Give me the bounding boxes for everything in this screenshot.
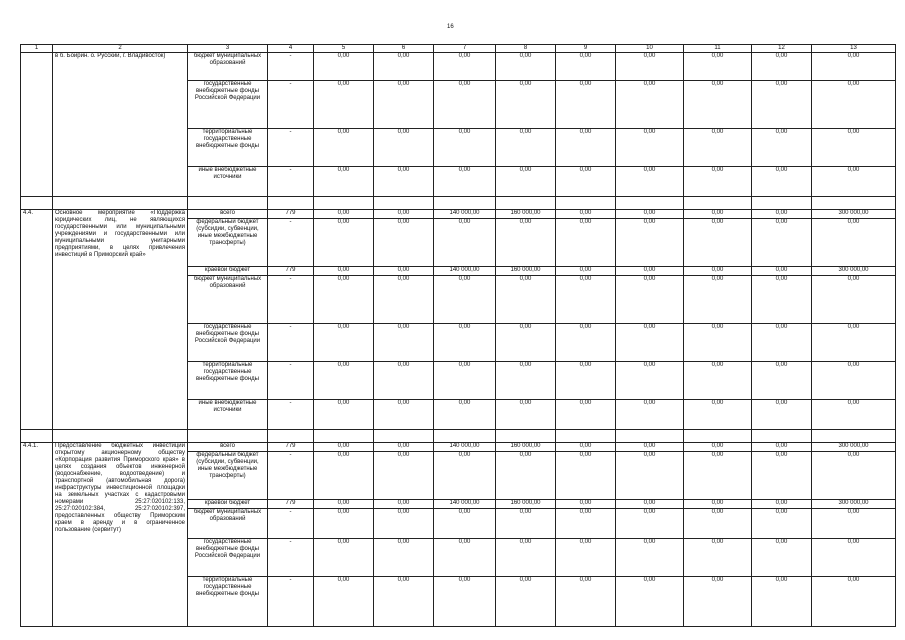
amount-cell: 0,00 (434, 324, 496, 362)
funding-source-cell: федеральный бюджет (субсидии, субвенции, иные межбюджетные трансферты) (188, 452, 268, 500)
amount-cell: 0,00 (684, 219, 752, 267)
amount-cell: 0,00 (314, 443, 374, 452)
amount-cell: 0,00 (374, 53, 434, 81)
activity-name-cell: в б. Бойрин. о. Русский, г. Владивосток) (53, 53, 188, 197)
amount-cell: 0,00 (374, 276, 434, 324)
amount-cell: 0,00 (496, 53, 556, 81)
amount-cell: 0,00 (434, 129, 496, 167)
amount-cell: 0,00 (314, 219, 374, 267)
grbs-code-cell: - (268, 400, 314, 430)
amount-cell: 0,00 (434, 577, 496, 627)
activity-name-cell: Основное мероприятие «Поддержка юридических лиц, не являющихся государственными или муниципальными учреждениями и государственными или муниципальными унитарными предприятиями, в целях привлечения инвестиций в Приморский край» (53, 210, 188, 430)
amount-cell: 0,00 (812, 324, 896, 362)
amount-cell: 0,00 (616, 509, 684, 539)
grbs-code-cell: 779 (268, 210, 314, 219)
grbs-code-cell: 779 (268, 443, 314, 452)
amount-cell: 0,00 (616, 167, 684, 197)
amount-cell: 0,00 (496, 452, 556, 500)
amount-cell: 0,00 (496, 509, 556, 539)
amount-cell: 140 000,00 (434, 500, 496, 509)
grbs-code-cell: - (268, 577, 314, 627)
grbs-code-cell: - (268, 167, 314, 197)
amount-cell: 0,00 (556, 324, 616, 362)
amount-cell: 0,00 (496, 219, 556, 267)
funding-source-cell: территориальные государственные внебюджетные фонды (188, 577, 268, 627)
grbs-code-cell: - (268, 276, 314, 324)
amount-cell: 0,00 (616, 362, 684, 400)
funding-source-cell: государственные внебюджетные фонды Российской Федерации (188, 81, 268, 129)
amount-cell: 0,00 (616, 500, 684, 509)
amount-cell: 0,00 (752, 400, 812, 430)
amount-cell: 0,00 (374, 577, 434, 627)
amount-cell: 0,00 (684, 500, 752, 509)
table-row (21, 53, 896, 81)
page-number: 16 (447, 24, 454, 30)
header-cell: 3 (188, 45, 268, 53)
amount-cell: 0,00 (374, 324, 434, 362)
amount-cell: 300 000,00 (812, 443, 896, 452)
amount-cell: 0,00 (434, 219, 496, 267)
header-cell: 7 (434, 45, 496, 53)
amount-cell: 0,00 (556, 500, 616, 509)
amount-cell: 0,00 (496, 400, 556, 430)
section-spacer (21, 430, 896, 443)
amount-cell: 0,00 (496, 362, 556, 400)
grbs-code-cell: 779 (268, 500, 314, 509)
amount-cell: 0,00 (752, 324, 812, 362)
amount-cell: 0,00 (374, 443, 434, 452)
amount-cell: 0,00 (684, 539, 752, 577)
amount-cell: 0,00 (314, 129, 374, 167)
amount-cell: 140 000,00 (434, 210, 496, 219)
amount-cell: 0,00 (556, 129, 616, 167)
amount-cell: 300 000,00 (812, 500, 896, 509)
amount-cell: 0,00 (556, 539, 616, 577)
amount-cell: 0,00 (314, 500, 374, 509)
funding-source-cell: бюджет муниципальных образований (188, 276, 268, 324)
header-cell: 5 (314, 45, 374, 53)
header-cell: 2 (53, 45, 188, 53)
header-cell: 8 (496, 45, 556, 53)
amount-cell: 0,00 (752, 509, 812, 539)
header-cell: 1 (21, 45, 53, 53)
amount-cell: 0,00 (314, 276, 374, 324)
amount-cell: 0,00 (314, 53, 374, 81)
amount-cell: 0,00 (374, 81, 434, 129)
amount-cell: 0,00 (314, 577, 374, 627)
amount-cell: 0,00 (812, 400, 896, 430)
amount-cell: 0,00 (812, 219, 896, 267)
amount-cell: 0,00 (556, 53, 616, 81)
amount-cell: 300 000,00 (812, 210, 896, 219)
amount-cell: 0,00 (314, 452, 374, 500)
amount-cell: 0,00 (434, 509, 496, 539)
amount-cell: 0,00 (374, 539, 434, 577)
amount-cell: 0,00 (374, 210, 434, 219)
amount-cell: 0,00 (556, 577, 616, 627)
amount-cell: 0,00 (314, 167, 374, 197)
amount-cell: 0,00 (434, 53, 496, 81)
amount-cell: 0,00 (684, 53, 752, 81)
amount-cell: 0,00 (496, 81, 556, 129)
funding-source-cell: всего (188, 210, 268, 219)
funding-source-cell: краевой бюджет (188, 500, 268, 509)
header-cell: 11 (684, 45, 752, 53)
amount-cell: 0,00 (684, 167, 752, 197)
amount-cell: 0,00 (434, 81, 496, 129)
amount-cell: 0,00 (812, 53, 896, 81)
activity-name-cell: Предоставление бюджетных инвестиций открытому акционерному обществу «Корпорация развития Приморского края» в целях создания объектов инженерной (водоснабжение, водоотведение) и транспортной (автомобильная дорога) инфраструктуры инвестиционной площадки на земельных участках с кадастровыми номерами 25:27:020102:133, 25:27:020102:384, 25:27:020102:397, предоставленных обществу Приморским краем в аренду и в ограниченное пользование (сервитут) (53, 443, 188, 627)
funding-source-cell: краевой бюджет (188, 267, 268, 276)
amount-cell: 0,00 (314, 81, 374, 129)
amount-cell: 0,00 (434, 362, 496, 400)
amount-cell: 0,00 (556, 167, 616, 197)
grbs-code-cell: - (268, 539, 314, 577)
amount-cell: 0,00 (752, 362, 812, 400)
row-number-cell: 4.4. (21, 210, 53, 430)
amount-cell: 0,00 (616, 129, 684, 167)
funding-source-cell: бюджет муниципальных образований (188, 53, 268, 81)
amount-cell: 0,00 (314, 539, 374, 577)
amount-cell: 0,00 (684, 443, 752, 452)
amount-cell: 0,00 (752, 443, 812, 452)
amount-cell: 0,00 (812, 577, 896, 627)
grbs-code-cell: - (268, 324, 314, 362)
amount-cell: 0,00 (812, 167, 896, 197)
amount-cell: 0,00 (556, 452, 616, 500)
amount-cell: 0,00 (684, 400, 752, 430)
row-number-cell (21, 53, 53, 197)
amount-cell: 0,00 (374, 509, 434, 539)
amount-cell: 0,00 (812, 276, 896, 324)
grbs-code-cell: - (268, 53, 314, 81)
amount-cell: 0,00 (616, 276, 684, 324)
amount-cell: 0,00 (374, 219, 434, 267)
amount-cell: 0,00 (496, 539, 556, 577)
section-spacer (21, 197, 896, 210)
amount-cell: 0,00 (684, 210, 752, 219)
amount-cell: 0,00 (556, 509, 616, 539)
amount-cell: 160 000,00 (496, 267, 556, 276)
amount-cell: 0,00 (752, 267, 812, 276)
amount-cell: 0,00 (556, 362, 616, 400)
table-row (21, 210, 896, 219)
amount-cell: 0,00 (684, 324, 752, 362)
amount-cell: 0,00 (616, 81, 684, 129)
amount-cell: 0,00 (752, 539, 812, 577)
amount-cell: 160 000,00 (496, 210, 556, 219)
table-row (21, 443, 896, 452)
amount-cell: 0,00 (616, 452, 684, 500)
header-cell: 6 (374, 45, 434, 53)
amount-cell: 0,00 (374, 167, 434, 197)
amount-cell: 0,00 (374, 267, 434, 276)
grbs-code-cell: - (268, 219, 314, 267)
amount-cell: 0,00 (812, 539, 896, 577)
funding-source-cell: федеральный бюджет (субсидии, субвенции, иные межбюджетные трансферты) (188, 219, 268, 267)
grbs-code-cell: - (268, 129, 314, 167)
amount-cell: 0,00 (556, 219, 616, 267)
amount-cell: 0,00 (374, 400, 434, 430)
amount-cell: 0,00 (556, 400, 616, 430)
amount-cell: 0,00 (374, 500, 434, 509)
funding-source-cell: бюджет муниципальных образований (188, 509, 268, 539)
funding-source-cell: иные внебюджетные источники (188, 400, 268, 430)
amount-cell: 0,00 (616, 443, 684, 452)
amount-cell: 0,00 (616, 210, 684, 219)
amount-cell: 160 000,00 (496, 443, 556, 452)
amount-cell: 0,00 (616, 577, 684, 627)
amount-cell: 0,00 (812, 129, 896, 167)
amount-cell: 0,00 (496, 324, 556, 362)
amount-cell: 140 000,00 (434, 267, 496, 276)
header-cell: 9 (556, 45, 616, 53)
amount-cell: 0,00 (434, 167, 496, 197)
amount-cell: 0,00 (616, 219, 684, 267)
amount-cell: 0,00 (684, 509, 752, 539)
amount-cell: 0,00 (616, 324, 684, 362)
grbs-code-cell: - (268, 362, 314, 400)
amount-cell: 0,00 (752, 53, 812, 81)
amount-cell: 0,00 (684, 276, 752, 324)
grbs-code-cell: - (268, 452, 314, 500)
amount-cell: 0,00 (616, 400, 684, 430)
header-cell: 12 (752, 45, 812, 53)
header-cell: 13 (812, 45, 896, 53)
funding-source-cell: иные внебюджетные источники (188, 167, 268, 197)
amount-cell: 0,00 (434, 452, 496, 500)
amount-cell: 140 000,00 (434, 443, 496, 452)
budget-table (20, 44, 896, 627)
amount-cell: 0,00 (314, 267, 374, 276)
grbs-code-cell: - (268, 81, 314, 129)
amount-cell: 0,00 (752, 167, 812, 197)
amount-cell: 0,00 (752, 219, 812, 267)
amount-cell: 0,00 (752, 210, 812, 219)
amount-cell: 300 000,00 (812, 267, 896, 276)
amount-cell: 0,00 (496, 129, 556, 167)
amount-cell: 0,00 (314, 362, 374, 400)
amount-cell: 0,00 (434, 276, 496, 324)
amount-cell: 0,00 (374, 362, 434, 400)
amount-cell: 0,00 (752, 81, 812, 129)
amount-cell: 0,00 (812, 509, 896, 539)
amount-cell: 0,00 (556, 443, 616, 452)
funding-source-cell: всего (188, 443, 268, 452)
amount-cell: 0,00 (314, 400, 374, 430)
amount-cell: 0,00 (314, 210, 374, 219)
amount-cell: 160 000,00 (496, 500, 556, 509)
amount-cell: 0,00 (752, 129, 812, 167)
funding-source-cell: территориальные государственные внебюджетные фонды (188, 362, 268, 400)
amount-cell: 0,00 (684, 362, 752, 400)
amount-cell: 0,00 (752, 452, 812, 500)
header-row (21, 45, 896, 53)
grbs-code-cell: 779 (268, 267, 314, 276)
amount-cell: 0,00 (496, 276, 556, 324)
funding-source-cell: государственные внебюджетные фонды Российской Федерации (188, 324, 268, 362)
amount-cell: 0,00 (616, 539, 684, 577)
amount-cell: 0,00 (684, 81, 752, 129)
amount-cell: 0,00 (434, 539, 496, 577)
amount-cell: 0,00 (616, 53, 684, 81)
row-number-cell: 4.4.1. (21, 443, 53, 627)
amount-cell: 0,00 (812, 81, 896, 129)
amount-cell: 0,00 (684, 267, 752, 276)
amount-cell: 0,00 (752, 577, 812, 627)
header-cell: 4 (268, 45, 314, 53)
amount-cell: 0,00 (374, 129, 434, 167)
amount-cell: 0,00 (616, 267, 684, 276)
funding-source-cell: территориальные государственные внебюджетные фонды (188, 129, 268, 167)
amount-cell: 0,00 (556, 81, 616, 129)
amount-cell: 0,00 (684, 452, 752, 500)
amount-cell: 0,00 (812, 452, 896, 500)
amount-cell: 0,00 (684, 577, 752, 627)
amount-cell: 0,00 (752, 276, 812, 324)
funding-source-cell: государственные внебюджетные фонды Российской Федерации (188, 539, 268, 577)
grbs-code-cell: - (268, 509, 314, 539)
amount-cell: 0,00 (812, 362, 896, 400)
amount-cell: 0,00 (684, 129, 752, 167)
amount-cell: 0,00 (752, 500, 812, 509)
amount-cell: 0,00 (496, 577, 556, 627)
amount-cell: 0,00 (556, 210, 616, 219)
amount-cell: 0,00 (374, 452, 434, 500)
amount-cell: 0,00 (314, 509, 374, 539)
amount-cell: 0,00 (556, 267, 616, 276)
amount-cell: 0,00 (556, 276, 616, 324)
amount-cell: 0,00 (496, 167, 556, 197)
header-cell: 10 (616, 45, 684, 53)
amount-cell: 0,00 (314, 324, 374, 362)
amount-cell: 0,00 (434, 400, 496, 430)
